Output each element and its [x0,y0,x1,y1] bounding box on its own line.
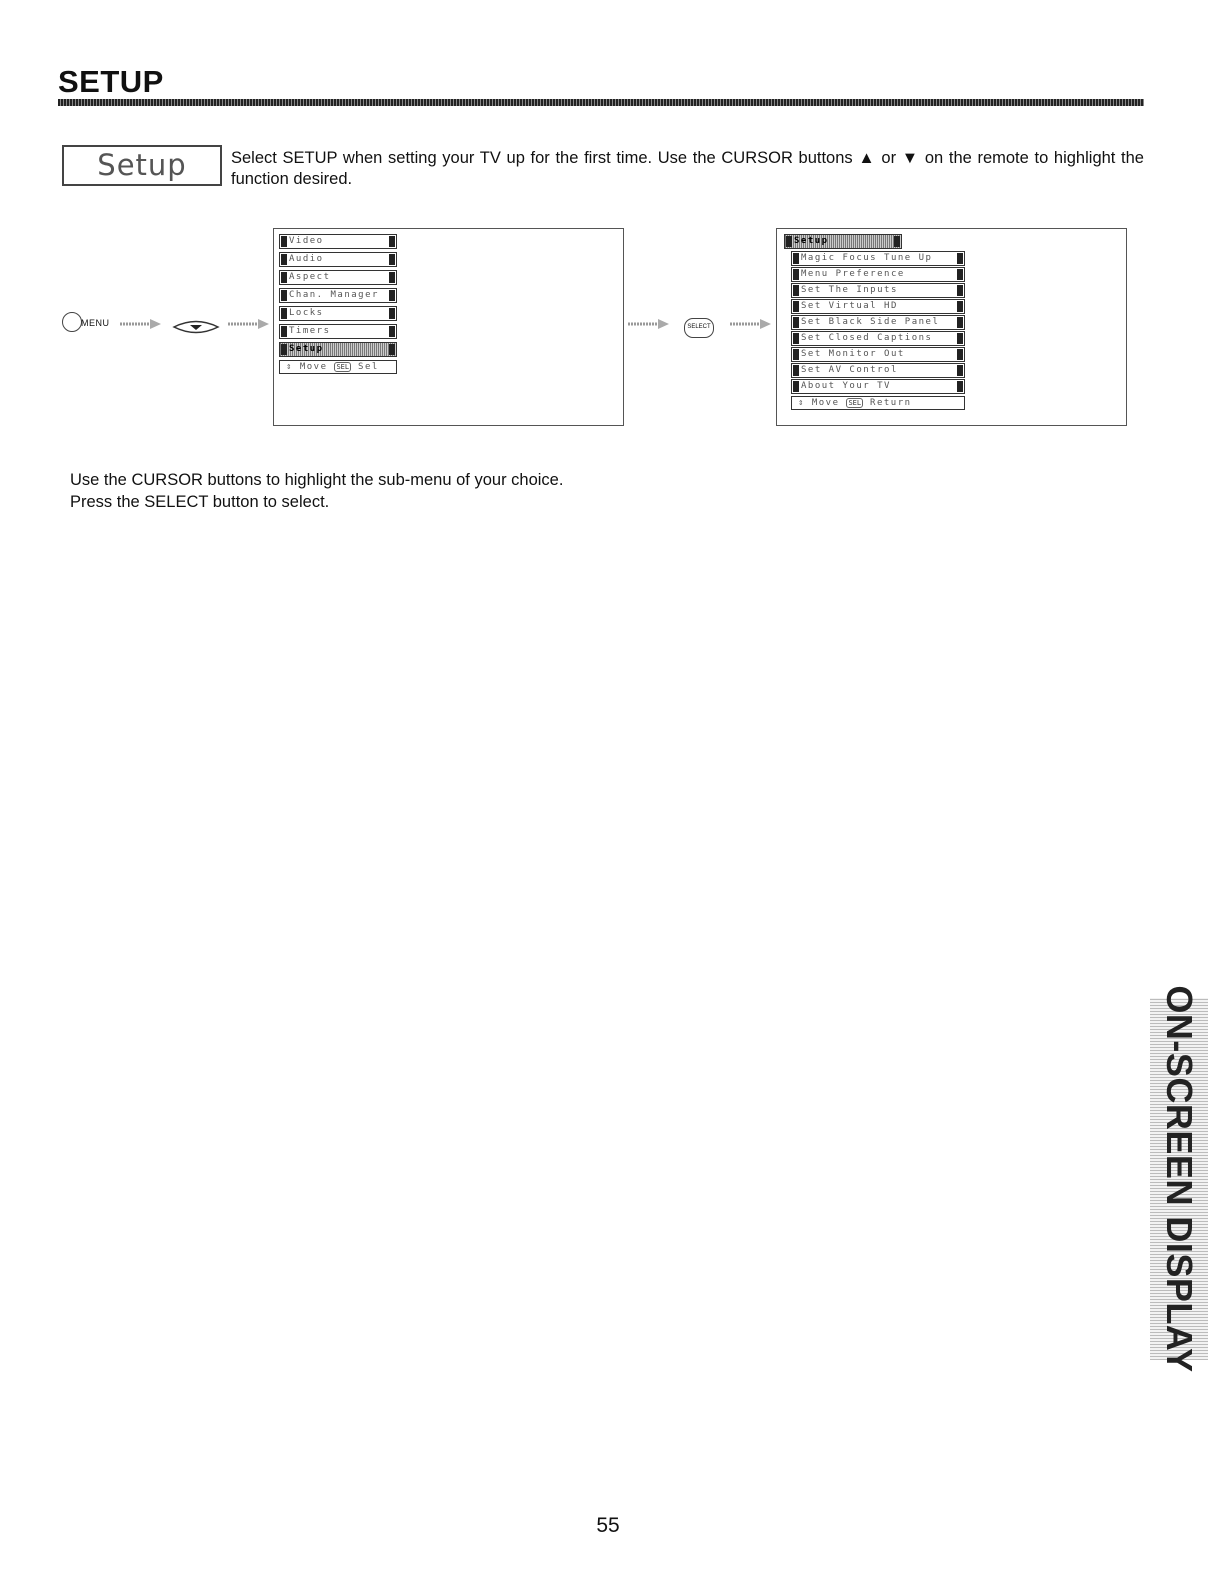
select-button-icon: SELECT [684,318,714,338]
setup-item-monitor-out[interactable]: Set Monitor Out [791,347,965,362]
footer-action-label: Sel [358,362,379,372]
side-tab-label: ON-SCREEN DISPLAY [1159,985,1200,1373]
title-rule [58,99,1144,106]
setup-item-black-side-panel[interactable]: Set Black Side Panel [791,315,965,330]
footer-move-label: Move [299,362,328,372]
setup-item-set-inputs[interactable]: Set The Inputs [791,283,965,298]
setup-menu-title: Setup [784,234,902,249]
intro-text: Select SETUP when setting your TV up for the first time. Use the CURSOR buttons ▲ or ▼ on the remote to highlight the function desired. [231,149,1144,188]
menu-item-chan-manager[interactable]: Chan. Manager [279,288,397,303]
setup-logo: Setup [62,145,222,186]
menu-item-aspect[interactable]: Aspect [279,270,397,285]
main-menu-screen [273,228,624,426]
instruction-line: Use the CURSOR buttons to highlight the sub-menu of your choice. [70,471,564,489]
sel-chip-icon: SEL [848,399,862,407]
setup-item-av-control[interactable]: Set AV Control [791,363,965,378]
arrow-right-icon [730,318,772,330]
updown-icon: ⇕ [286,362,293,372]
instructions [70,469,563,513]
setup-menu-footer [791,396,965,410]
instruction-line: Press the SELECT button to select. [70,493,330,511]
setup-menu-screen [776,228,1127,426]
menu-button-icon [62,312,82,332]
page-number: 55 [596,1514,620,1537]
page-title: SETUP [58,64,164,99]
menu-item-timers[interactable]: Timers [279,324,397,339]
menu-button-label: MENU [81,318,110,328]
menu-footer [279,360,397,374]
setup-item-magic-focus[interactable]: Magic Focus Tune Up [791,251,965,266]
menu-item-video[interactable]: Video [279,234,397,249]
footer-action-label: Return [870,398,912,408]
setup-item-virtual-hd[interactable]: Set Virtual HD [791,299,965,314]
cursor-down-button-icon [172,320,220,334]
sel-chip-icon: SEL [336,363,350,371]
footer-move-label: Move [811,398,840,408]
arrow-right-icon [628,318,670,330]
arrow-right-icon [228,318,270,330]
menu-item-locks[interactable]: Locks [279,306,397,321]
setup-item-about-tv[interactable]: About Your TV [791,379,965,394]
arrow-right-icon [120,318,162,330]
menu-item-setup[interactable]: Setup [279,342,397,357]
updown-icon: ⇕ [798,398,805,408]
menu-item-audio[interactable]: Audio [279,252,397,267]
setup-item-closed-captions[interactable]: Set Closed Captions [791,331,965,346]
setup-item-menu-preference[interactable]: Menu Preference [791,267,965,282]
